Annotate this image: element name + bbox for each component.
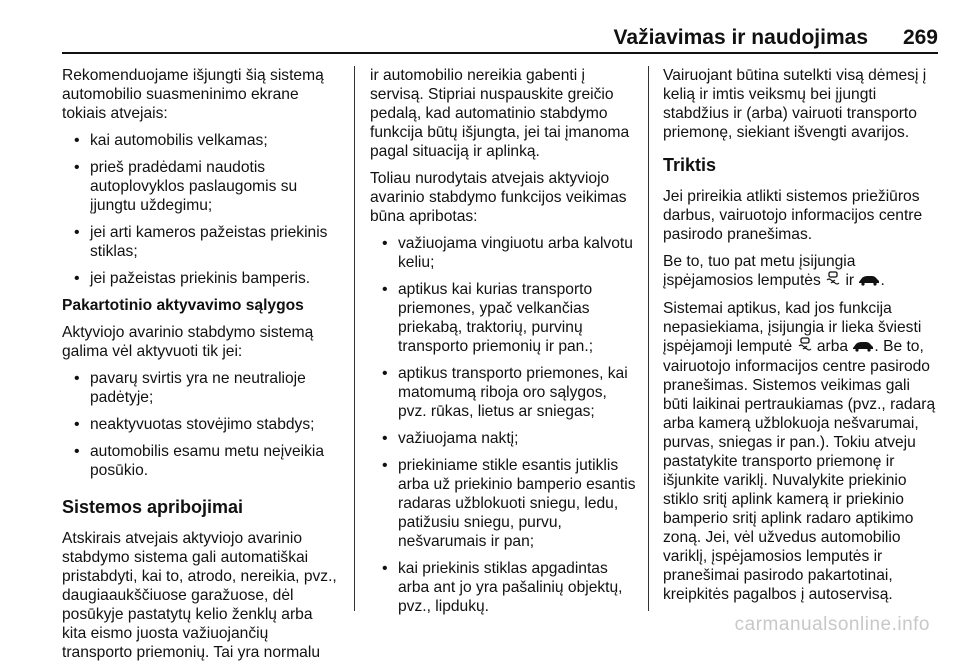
column-3 xyxy=(663,66,938,612)
col1-list1 xyxy=(62,131,340,288)
reactivation-heading: Pakartotinio aktyvavimo sąlygos xyxy=(62,297,304,314)
list-item: • aptikus kai kurias transporto priemones, ypač velkančias priekabą, traktorių, purvinų transporto priemonių ir pan.; xyxy=(370,280,638,356)
page-number: 269 xyxy=(902,26,938,49)
list-item: • automobilis esamu metu neįveikia posūkio. xyxy=(62,442,340,480)
list-item: • aptikus transporto priemones, kai matomumą riboja oro sąlygos, pvz. rūkas, lietus ar sniegas; xyxy=(370,364,638,421)
traction-control-warning-icon xyxy=(825,271,841,291)
page-header xyxy=(62,20,938,50)
section-heading-fault: Triktis xyxy=(663,155,717,175)
header-title: Važiavimas ir naudojimas xyxy=(613,26,868,49)
col2-limits-intro: Toliau nurodytais atvejais aktyviojo avarinio stabdymo funkcijos veikimas būna apribotas: xyxy=(370,170,627,225)
list-item: • važiuojama vingiuotu arba kalvotu keliu; xyxy=(370,234,638,272)
column-1 xyxy=(62,66,340,670)
list-item: • jei arti kameros pažeistas priekinis stiklas; xyxy=(62,223,340,261)
list-item: • neaktyvuotas stovėjimo stabdys; xyxy=(62,415,340,434)
col3-p3 xyxy=(663,299,938,604)
column-divider xyxy=(354,66,355,611)
list-item: • važiuojama naktį; xyxy=(370,429,638,448)
col3-p2-text-a: Be to, tuo pat metu įsijungia įspėjamosios lemputės xyxy=(663,253,856,290)
col3-p3-text-a: Sistemai aptikus, kad jos funkcija nepasiekiama, įsijungia ir lieka šviesti įspėjamoji lemputė xyxy=(663,300,922,356)
header-rule xyxy=(62,52,938,54)
column-divider xyxy=(648,66,649,611)
col2-cont-text: ir automobilio nereikia gabenti į servisą. Stipriai nuspauskite greičio pedalą, kad automatinio stabdymo funkcija būtų išjungta, jei tai įmanoma pagal situaciją ir aplinką. xyxy=(370,67,630,160)
col3-p3-text-b: arba xyxy=(816,338,849,356)
list-item: • kai priekinis stiklas apgadintas arba ant jo yra pašalinių objektų, pvz., lipdukų. xyxy=(370,559,638,616)
col3-p2-text-b: ir xyxy=(845,272,855,290)
traction-control-warning-icon xyxy=(797,337,813,357)
reactivation-text: Aktyviojo avarinio stabdymo sistemą galima vėl aktyvuoti tik jei: xyxy=(62,324,314,360)
list-item: • pavarų svirtis yra ne neutralioje padėtyje; xyxy=(62,369,340,407)
col1-intro: Rekomenduojame išjungti šią sistemą automobilio suasmeninimo ekrane tokiais atvejais: xyxy=(62,67,324,122)
column-2 xyxy=(370,66,638,624)
watermark: carmanualsonline.info xyxy=(734,614,930,635)
col3-p2-text-c: . xyxy=(880,272,885,290)
col3-p2 xyxy=(663,252,938,291)
collision-alert-car-icon xyxy=(852,338,874,357)
collision-alert-car-icon xyxy=(858,272,880,291)
section-heading-limits: Sistemos apribojimai xyxy=(62,497,244,517)
col1-list2 xyxy=(62,369,340,480)
list-item: • kai automobilis velkamas; xyxy=(62,131,340,150)
limits-text: Atskirais atvejais aktyviojo avarinio stabdymo sistema gali automatiškai pristabdyti, kai to, atrodo, nereikia, pvz., daugiaaukščiuose garažuose, dėl posūkyje pastatytų kelio ženklų arba kita eismo juosta važiuojančių transporto priemonių. Tai yra normalu xyxy=(62,530,337,661)
col3-p3-text-c: . Be to, vairuotojo informacijos centre pasirodo pranešimas. Sistemos veikimas gali būti laikinai pertraukiamas (pvz., radarą arba kamerą užblokuoja nešvarumai, purvas, sniegas ir pan.). Tokiu atveju pastatykite transporto priemonę ir išjunkite variklį. Nuvalykite priekinio stiklo sritį aplink kamerą ir priekinio bamperio sritį aplink radaro aptikimo zoną. Jei, vėl užvedus automobilio variklį, įspėjamosios lemputės ir pranešimai pasirodo pakartotinai, kreipkitės pagalbos į autoservisą. xyxy=(663,338,936,603)
list-item: • jei pažeistas priekinis bamperis. xyxy=(62,269,340,288)
col3-intro: Vairuojant būtina sutelkti visą dėmesį į kelią ir imtis veiksmų bei įjungti stabdžius ir (arba) vairuoti transporto priemonę, siekiant išvengti avarijos. xyxy=(663,67,927,141)
list-item: • prieš pradėdami naudotis autoplovyklos paslaugomis su įjungtu uždegimu; xyxy=(62,158,340,215)
col3-p1: Jei prireikia atlikti sistemos priežiūros darbus, vairuotojo informacijos centre pasirodo pranešimas. xyxy=(663,188,923,243)
col2-list xyxy=(370,234,638,616)
list-item: • priekiniame stikle esantis jutiklis arba už priekinio bamperio esantis radaras užblokuoti sniegu, ledu, patižusiu sniegu, purvu, nešvarumais ir pan; xyxy=(370,456,638,551)
